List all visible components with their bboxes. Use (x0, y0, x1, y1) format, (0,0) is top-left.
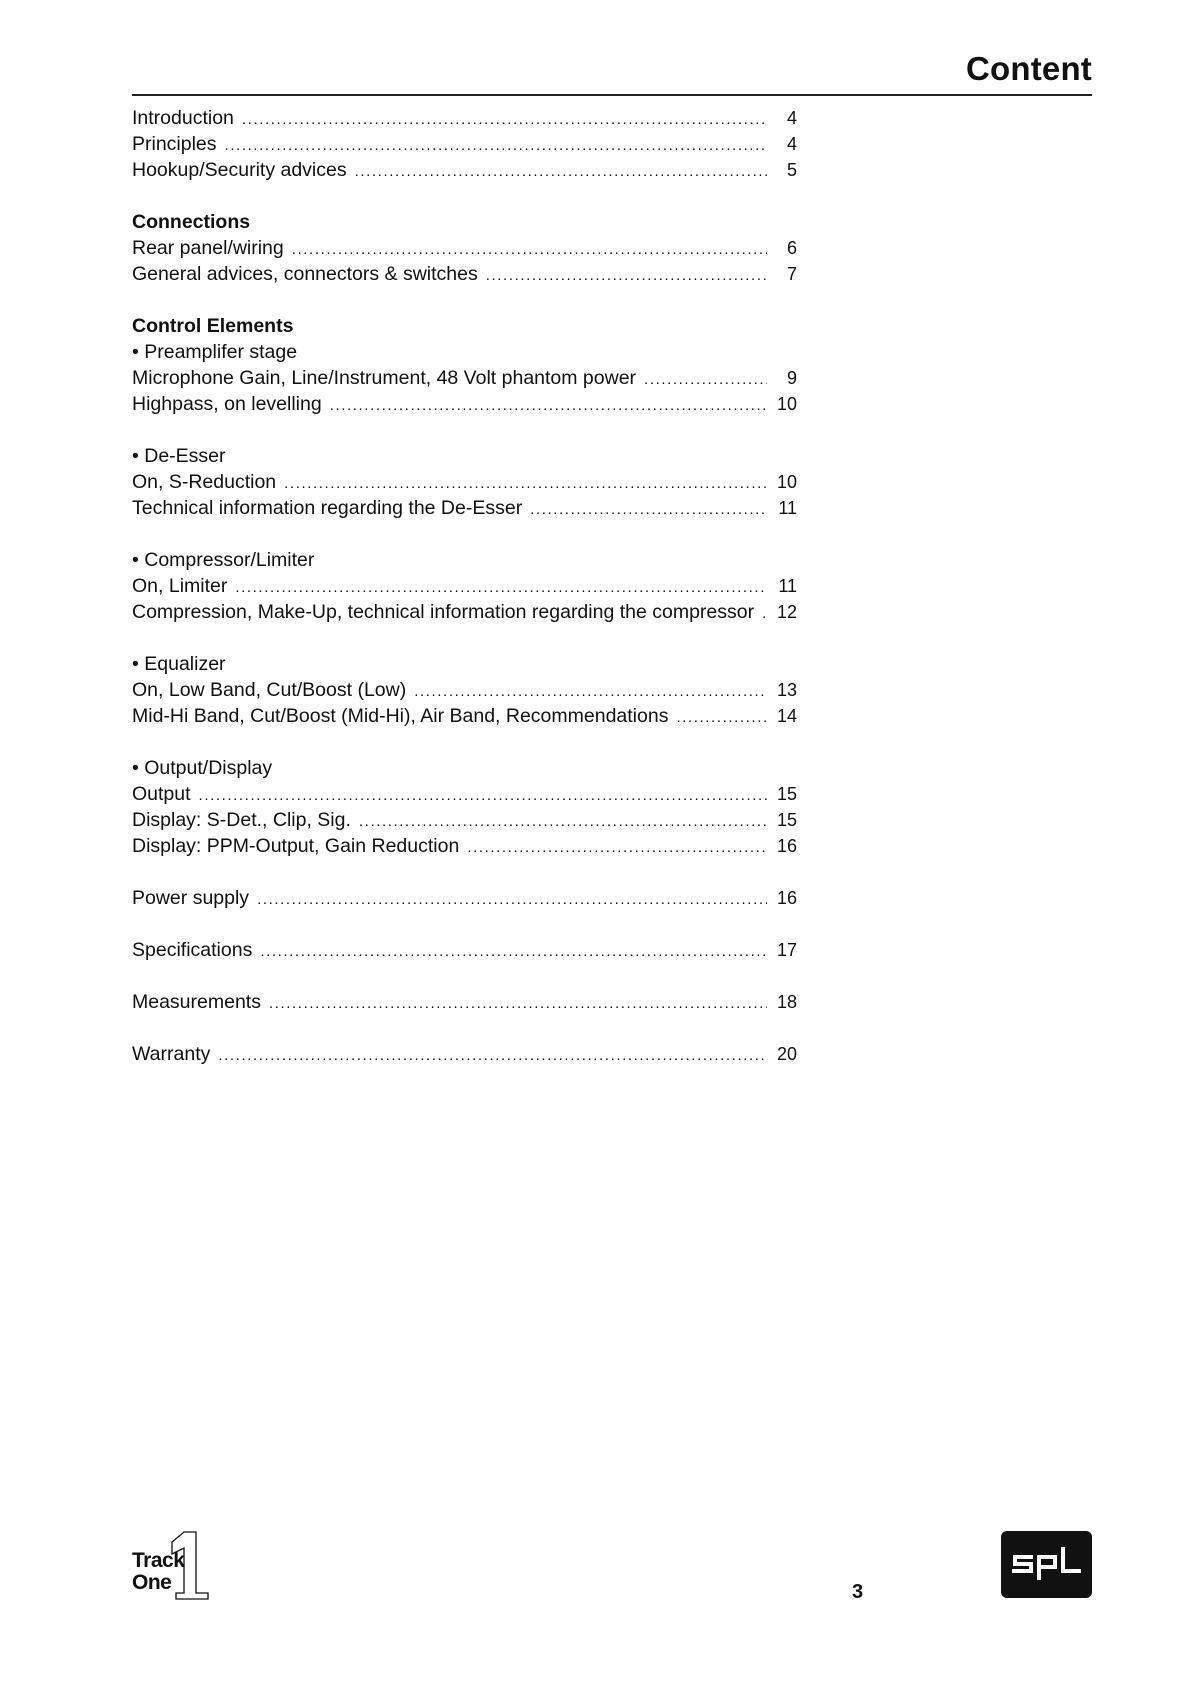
toc-entry[interactable] (132, 367, 797, 393)
toc-dot-leader (359, 813, 767, 830)
toc-entry-label: Compression, Make-Up, technical information regarding the compressor (132, 601, 755, 623)
toc-entry-page-number: 16 (776, 836, 797, 856)
track-one-logo (132, 1530, 212, 1600)
toc-section-heading: Connections (132, 211, 251, 233)
toc-entry-label: General advices, connectors & switches (132, 263, 478, 285)
toc-dot-leader (269, 995, 767, 1012)
toc-section-heading: Control Elements (132, 315, 294, 337)
track-one-word-one: One (132, 1571, 172, 1594)
toc-entry-page-number: 18 (776, 992, 797, 1012)
toc-entry-page-number: 9 (786, 368, 797, 388)
toc-subsection-heading: • De-Esser (132, 445, 226, 467)
table-of-contents (132, 107, 797, 1069)
toc-dot-leader (530, 501, 767, 518)
page-title: Content (965, 50, 1092, 87)
toc-entry-label: Hookup/Security advices (132, 159, 347, 181)
toc-dot-leader (644, 371, 767, 388)
toc-entry-label: Display: S-Det., Clip, Sig. (132, 809, 351, 831)
toc-spacer (132, 1017, 797, 1043)
toc-entry-label: Microphone Gain, Line/Instrument, 48 Volt phantom power (132, 367, 637, 389)
toc-spacer (132, 627, 797, 653)
toc-entry-label: On, Low Band, Cut/Boost (Low) (132, 679, 407, 701)
toc-entry-page-number: 11 (778, 576, 797, 596)
toc-entry-label: Measurements (132, 991, 261, 1013)
toc-entry-label: Technical information regarding the De-Esser (132, 497, 523, 519)
toc-entry-label: Highpass, on levelling (132, 393, 322, 415)
toc-dot-leader (414, 683, 767, 700)
toc-spacer (132, 185, 797, 211)
toc-entry-label: Mid-Hi Band, Cut/Boost (Mid-Hi), Air Band, Recommendations (132, 705, 669, 727)
toc-dot-leader (486, 267, 767, 284)
toc-entry[interactable] (132, 237, 797, 263)
toc-entry-page-number: 10 (776, 472, 797, 492)
toc-entry[interactable] (132, 705, 797, 731)
toc-entry[interactable] (132, 133, 797, 159)
toc-entry[interactable] (132, 159, 797, 185)
toc-entry[interactable] (132, 887, 797, 913)
toc-entry-page-number: 11 (778, 498, 797, 518)
toc-dot-leader (676, 709, 767, 726)
toc-dot-leader (257, 891, 767, 908)
toc-dot-leader (292, 241, 767, 258)
spl-logo-mark (1001, 1531, 1092, 1598)
toc-entry-page-number: 15 (776, 810, 797, 830)
page-number: 3 (852, 1581, 864, 1603)
toc-dot-leader (218, 1047, 767, 1064)
toc-entry-page-number: 6 (786, 238, 797, 258)
toc-entry-page-number: 4 (786, 108, 797, 128)
toc-dot-leader (242, 111, 767, 128)
toc-entry-label: Introduction (132, 107, 234, 129)
toc-subsection-heading: • Equalizer (132, 653, 226, 675)
toc-subsection-heading: • Preamplifer stage (132, 341, 298, 363)
toc-entry-page-number: 14 (776, 706, 797, 726)
toc-entry-label: Principles (132, 133, 217, 155)
toc-entry-page-number: 20 (776, 1044, 797, 1064)
toc-spacer (132, 913, 797, 939)
toc-dot-leader (199, 787, 767, 804)
toc-entry[interactable] (132, 835, 797, 861)
spl-logo (1001, 1531, 1092, 1598)
toc-spacer (132, 523, 797, 549)
toc-entry[interactable] (132, 783, 797, 809)
toc-spacer (132, 731, 797, 757)
toc-entry[interactable] (132, 575, 797, 601)
toc-entry[interactable] (132, 601, 797, 627)
track-one-wordmark (132, 1550, 184, 1594)
toc-entry-page-number: 17 (776, 940, 797, 960)
toc-entry[interactable] (132, 471, 797, 497)
toc-spacer (132, 965, 797, 991)
toc-dot-leader (355, 163, 767, 180)
toc-entry[interactable] (132, 991, 797, 1017)
toc-entry-page-number: 12 (776, 602, 797, 622)
toc-dot-leader (235, 579, 767, 596)
toc-entry-label: Power supply (132, 887, 250, 909)
toc-entry-page-number: 15 (776, 784, 797, 804)
toc-entry[interactable] (132, 1043, 797, 1069)
toc-entry-label: Display: PPM-Output, Gain Reduction (132, 835, 460, 857)
toc-entry[interactable] (132, 939, 797, 965)
toc-entry[interactable] (132, 393, 797, 419)
toc-entry-label: Specifications (132, 939, 253, 961)
toc-entry[interactable] (132, 679, 797, 705)
toc-spacer (132, 861, 797, 887)
track-one-word-track: Track (132, 1549, 185, 1572)
toc-entry[interactable] (132, 497, 797, 523)
toc-entry-page-number: 4 (786, 134, 797, 154)
toc-entry-label: On, S-Reduction (132, 471, 277, 493)
toc-dot-leader (467, 839, 767, 856)
toc-entry-page-number: 5 (786, 160, 797, 180)
toc-entry-page-number: 7 (786, 264, 797, 284)
toc-entry-page-number: 13 (776, 680, 797, 700)
toc-entry-page-number: 16 (776, 888, 797, 908)
toc-entry-label: Warranty (132, 1043, 211, 1065)
toc-dot-leader (260, 943, 767, 960)
toc-dot-leader (762, 605, 767, 622)
toc-spacer (132, 289, 797, 315)
toc-dot-leader (330, 397, 767, 414)
toc-entry-page-number: 10 (776, 394, 797, 414)
toc-subsection-heading: • Compressor/Limiter (132, 549, 315, 571)
toc-entry-label: Output (132, 783, 191, 805)
toc-entry[interactable] (132, 107, 797, 133)
toc-entry[interactable] (132, 809, 797, 835)
toc-spacer (132, 419, 797, 445)
toc-dot-leader (284, 475, 767, 492)
toc-entry-label: On, Limiter (132, 575, 228, 597)
toc-dot-leader (225, 137, 767, 154)
toc-entry[interactable] (132, 263, 797, 289)
toc-entry-label: Rear panel/wiring (132, 237, 284, 259)
toc-subsection-heading: • Output/Display (132, 757, 273, 779)
title-divider (132, 94, 1092, 96)
